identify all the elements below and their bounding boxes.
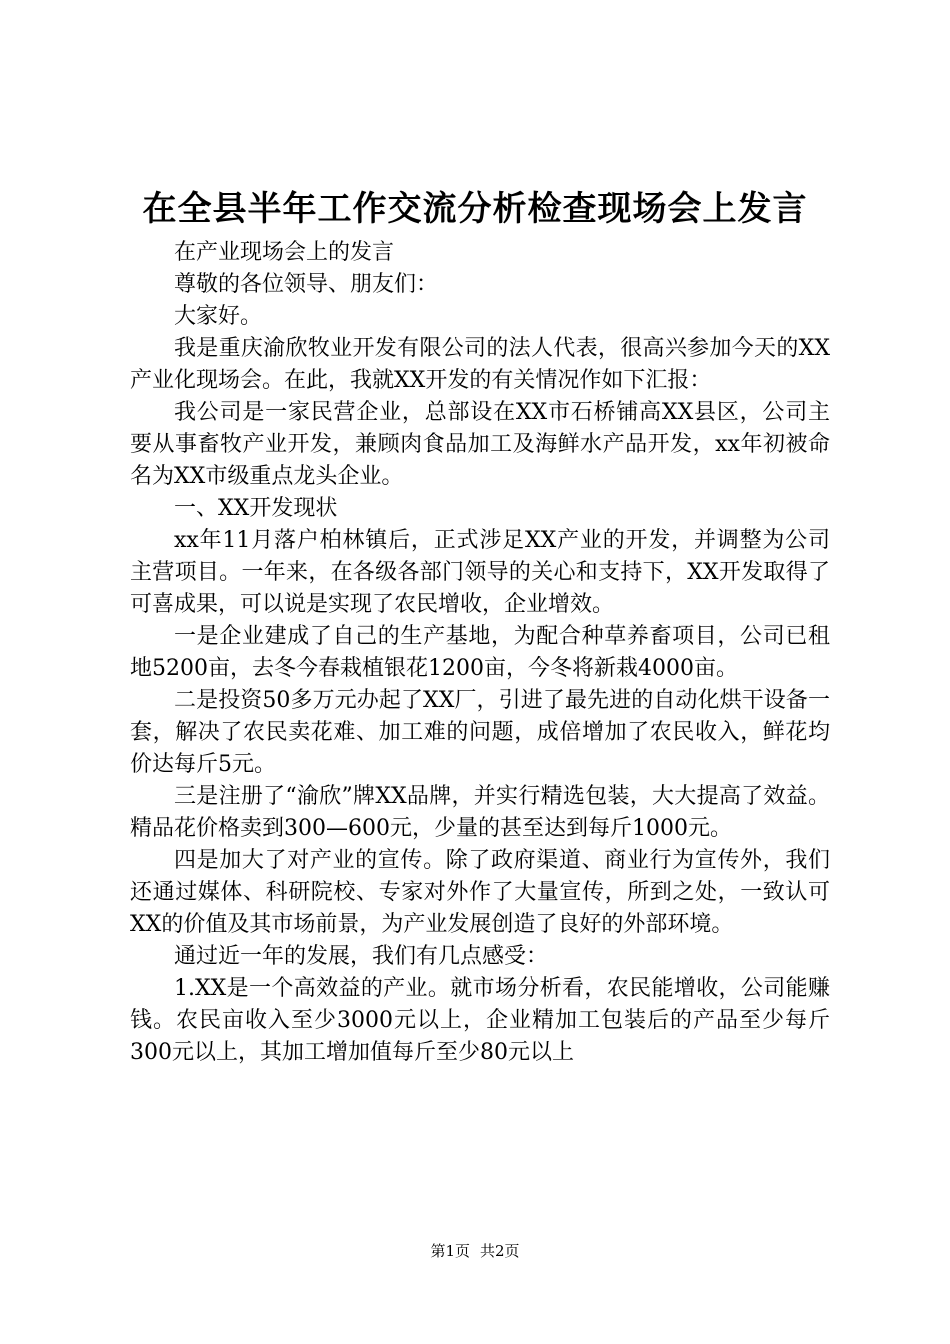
document-title: 在全县半年工作交流分析检查现场会上发言 xyxy=(142,189,808,229)
paragraph: 尊敬的各位领导、朋友们： xyxy=(174,272,439,297)
paragraph: 一是企业建成了自己的生产基地，为配合种草养畜项目，公司已租地5200亩，去冬今春栽植银花1200亩，今冬将新栽4000亩。 xyxy=(130,624,830,681)
paragraph: 三是注册了“渝欣”牌XX品牌，并实行精选包装，大大提高了效益。精品花价格卖到300—600元，少量的甚至达到每斤1000元。 xyxy=(130,784,830,841)
page-number: 第1页 xyxy=(430,1242,470,1260)
paragraph: 大家好。 xyxy=(174,304,263,329)
paragraph: 四是加大了对产业的宣传。除了政府渠道、商业行为宣传外，我们还通过媒体、科研院校、专家对外作了大量宣传，所到之处，一致认可XX的价值及其市场前景，为产业发展创造了良好的外部环境。 xyxy=(130,848,830,937)
section-heading: 一、XX开发现状 xyxy=(174,496,338,521)
paragraph: 二是投资50多万元办起了XX厂，引进了最先进的自动化烘干设备一套，解决了农民卖花难、加工难的问题，成倍增加了农民收入，鲜花均价达每斤5元。 xyxy=(130,688,830,777)
page-total: 共2页 xyxy=(480,1242,520,1260)
paragraph: 在产业现场会上的发言 xyxy=(174,240,395,265)
paragraph: xx年11月落户柏林镇后，正式涉足XX产业的开发，并调整为公司主营项目。一年来，在各级各部门领导的关心和支持下，XX开发取得了可喜成果，可以说是实现了农民增收，企业增效。 xyxy=(130,528,830,617)
paragraph: 我公司是一家民营企业，总部设在XX市石桥铺高XX县区，公司主要从事畜牧产业开发，兼顾肉食品加工及海鲜水产品开发，xx年初被命名为XX市级重点龙头企业。 xyxy=(130,400,830,489)
paragraph: 我是重庆渝欣牧业开发有限公司的法人代表，很高兴参加今天的XX产业化现场会。在此，我就XX开发的有关情况作如下汇报： xyxy=(130,336,830,393)
page-footer xyxy=(0,1240,950,1262)
paragraph: 通过近一年的发展，我们有几点感受： xyxy=(174,944,549,969)
document-body xyxy=(130,237,830,1069)
paragraph: 1.XX是一个高效益的产业。就市场分析看，农民能增收，公司能赚钱。农民亩收入至少3000元以上，企业精加工包装后的产品至少每斤300元以上，其加工增加值每斤至少80元以上 xyxy=(130,976,830,1065)
